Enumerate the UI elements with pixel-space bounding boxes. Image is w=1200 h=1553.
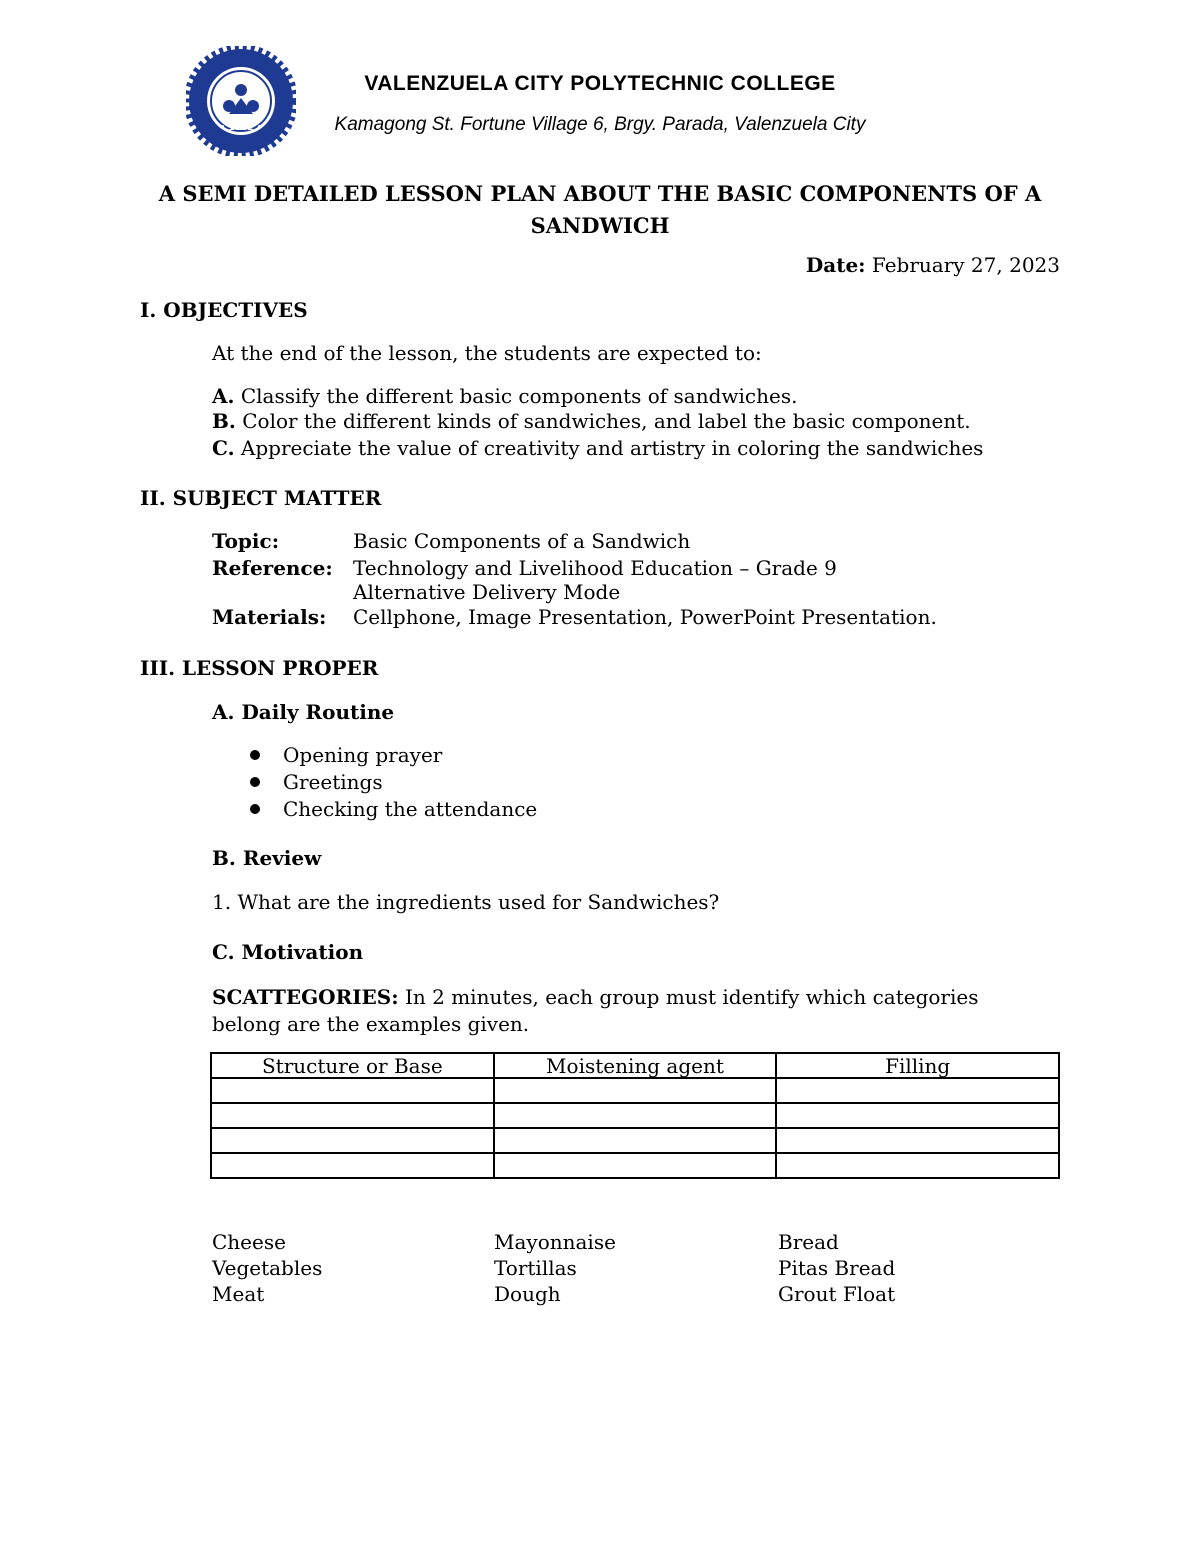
bullet-icon <box>250 804 260 814</box>
word-column <box>494 1229 616 1307</box>
table-header-cell: Structure or Base <box>211 1053 494 1078</box>
objectives-intro: At the end of the lesson, the students are expected to: <box>212 341 762 365</box>
date-line <box>806 253 1060 277</box>
materials-label: Materials: <box>212 605 327 629</box>
date-label: Date: <box>805 253 866 277</box>
college-logo <box>186 46 296 156</box>
routine-item: Greetings <box>283 770 383 794</box>
table-row <box>211 1153 1059 1178</box>
daily-routine-heading: A. Daily Routine <box>212 700 395 724</box>
word-item: Meat <box>212 1282 265 1306</box>
table-cell[interactable] <box>494 1153 777 1178</box>
table-cell[interactable] <box>211 1078 494 1103</box>
college-address: Kamagong St. Fortune Village 6, Brgy. Parada, Valenzuela City <box>334 114 866 135</box>
objective-item <box>212 384 797 408</box>
table-header-cell: Filling <box>776 1053 1059 1078</box>
reference-label: Reference: <box>212 556 333 580</box>
review-question: 1. What are the ingredients used for Sandwiches? <box>212 890 720 914</box>
objective-text: Appreciate the value of creativity and artistry in coloring the sandwiches <box>240 436 984 460</box>
word-column <box>778 1229 895 1307</box>
table-cell[interactable] <box>776 1128 1059 1153</box>
routine-item: Opening prayer <box>283 743 443 767</box>
objective-letter: C. <box>212 436 235 460</box>
routine-item: Checking the attendance <box>283 797 538 821</box>
materials-value: Cellphone, Image Presentation, PowerPoint Presentation. <box>353 605 937 629</box>
scattegories-table <box>210 1052 1060 1179</box>
bullet-icon <box>250 777 260 787</box>
table-row <box>211 1128 1059 1153</box>
review-heading: B. Review <box>212 846 322 870</box>
motivation-text: In 2 minutes, each group must identify which categories <box>398 985 979 1009</box>
word-item: Grout Float <box>778 1282 896 1306</box>
table-header-cell: Moistening agent <box>494 1053 777 1078</box>
logo-year: 1982 <box>228 123 254 133</box>
motivation-text-continued: belong are the examples given. <box>212 1012 530 1036</box>
document-title: A SEMI DETAILED LESSON PLAN ABOUT THE BASIC COMPONENTS OF A SANDWICH <box>158 181 1042 238</box>
reference-value-line1: Technology and Livelihood Education – Grade 9 <box>353 556 837 580</box>
table-cell[interactable] <box>211 1103 494 1128</box>
date-value: February 27, 2023 <box>871 253 1060 277</box>
objective-text: Color the different kinds of sandwiches, and label the basic component. <box>242 409 971 433</box>
table-cell[interactable] <box>494 1128 777 1153</box>
objective-item <box>212 409 971 433</box>
word-column <box>212 1229 322 1307</box>
objectives-heading: I. OBJECTIVES <box>140 298 308 322</box>
table-cell[interactable] <box>494 1078 777 1103</box>
word-item: Tortillas <box>494 1256 577 1280</box>
table-header-row <box>211 1053 1059 1078</box>
objective-text: Classify the different basic components of sandwiches. <box>240 384 798 408</box>
table-cell[interactable] <box>776 1153 1059 1178</box>
objective-item <box>212 436 983 460</box>
svg-text:• 1982 •: • 1982 • <box>219 123 263 133</box>
table-row <box>211 1103 1059 1128</box>
topic-label: Topic: <box>212 529 280 553</box>
objective-letter: A. <box>212 384 235 408</box>
subject-matter-heading: II. SUBJECT MATTER <box>140 486 382 510</box>
lesson-proper-heading: III. LESSON PROPER <box>140 656 379 680</box>
motivation-heading: C. Motivation <box>212 940 364 964</box>
word-item: Bread <box>778 1230 839 1254</box>
motivation-instruction <box>212 985 978 1009</box>
scattegories-label: SCATTEGORIES: <box>212 985 399 1009</box>
bullet-icon <box>250 750 260 760</box>
table-cell[interactable] <box>776 1078 1059 1103</box>
table-cell[interactable] <box>211 1128 494 1153</box>
table-cell[interactable] <box>211 1153 494 1178</box>
table-cell[interactable] <box>776 1103 1059 1128</box>
word-item: Dough <box>494 1282 561 1306</box>
table-row <box>211 1078 1059 1103</box>
word-item: Vegetables <box>212 1256 323 1280</box>
college-name: VALENZUELA CITY POLYTECHNIC COLLEGE <box>364 72 836 95</box>
word-item: Mayonnaise <box>494 1230 616 1254</box>
topic-value: Basic Components of a Sandwich <box>353 529 691 553</box>
word-item: Pitas Bread <box>778 1256 896 1280</box>
word-item: Cheese <box>212 1230 286 1254</box>
reference-value-line2: Alternative Delivery Mode <box>353 580 621 604</box>
objective-letter: B. <box>212 409 236 433</box>
table-cell[interactable] <box>494 1103 777 1128</box>
